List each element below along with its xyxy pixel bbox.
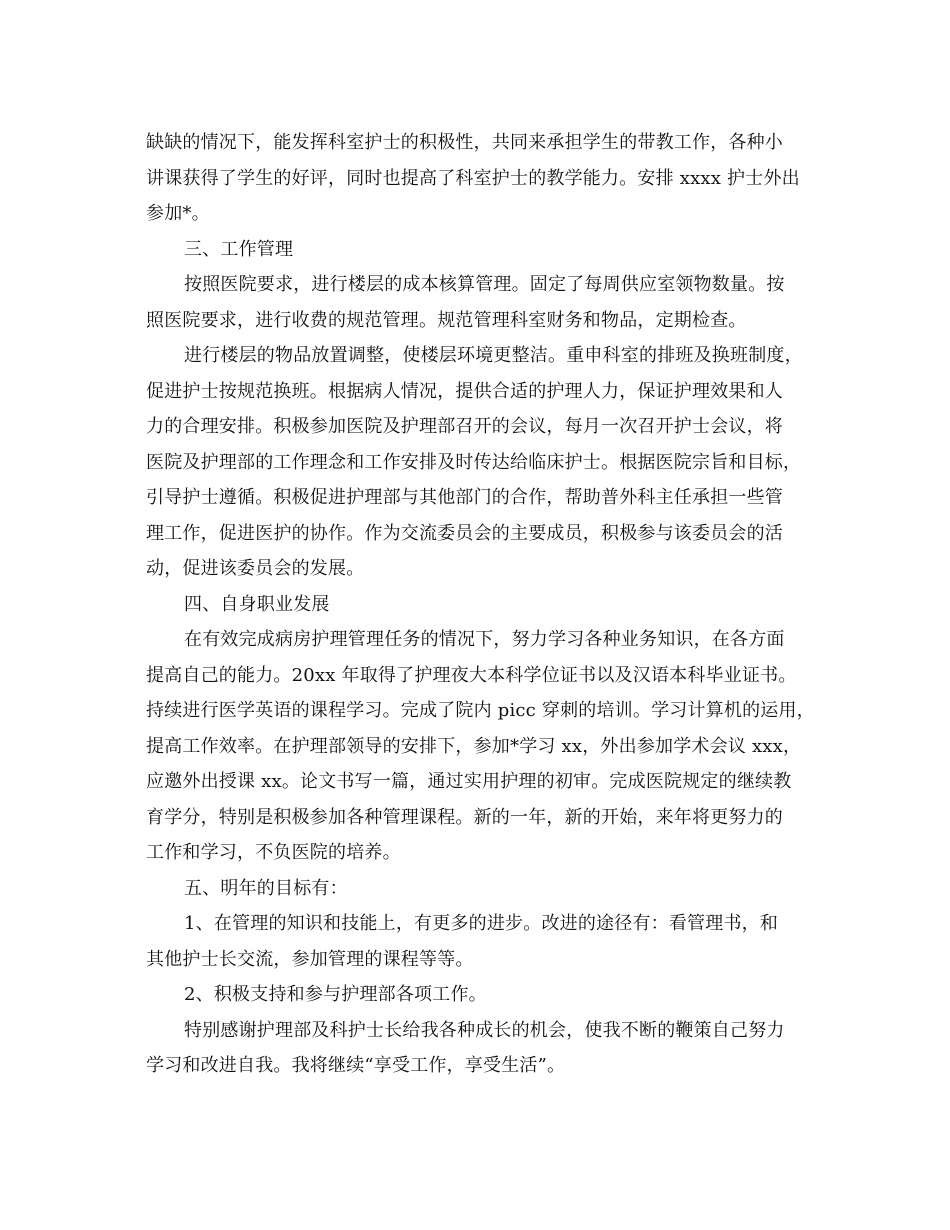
text-line: 引导护士遵循。积极促进护理部与其他部门的合作，帮助普外科主任承担一些管 <box>146 487 783 508</box>
text-line: 缺缺的情况下，能发挥科室护士的积极性，共同来承担学生的带教工作，各种小 <box>146 132 783 153</box>
text-line: 提高自己的能力。20xx 年取得了护理夜大本科学位证书以及汉语本科毕业证书。 <box>146 664 797 686</box>
text-line: 讲课获得了学生的好评，同时也提高了科室护士的教学能力。安排 xxxx 护士外出 <box>146 167 800 189</box>
text-line: 在有效完成病房护理管理任务的情况下，努力学习各种业务知识，在各方面 <box>184 629 785 650</box>
text-line: 促进护士按规范换班。根据病人情况，提供合适的护理人力，保证护理效果和人 <box>146 380 783 402</box>
text-line: 应邀外出授课 xx。论文书写一篇，通过实用护理的初审。完成医院规定的继续教 <box>146 771 792 792</box>
text-line: 提高工作效率。在护理部领导的安排下，参加*学习 xx，外出参加学术会议 xxx， <box>146 735 802 757</box>
text-line: 其他护士长交流，参加管理的课程等等。 <box>146 948 474 970</box>
text-line: 学习和改进自我。我将继续“享受工作，享受生活”。 <box>146 1055 566 1076</box>
text-line: 五、明年的目标有： <box>184 877 348 899</box>
document-body <box>146 125 815 1084</box>
text-line: 育学分，特别是积极参加各种管理课程。新的一年，新的开始，来年将更努力的 <box>146 806 783 828</box>
text-line: 动，促进该委员会的发展。 <box>146 558 365 579</box>
text-line: 工作和学习，不负医院的培养。 <box>146 842 401 863</box>
text-line: 医院及护理部的工作理念和工作安排及时传达给临床护士。根据医院宗旨和目标， <box>146 451 802 473</box>
text-line: 四、自身职业发展 <box>184 593 330 615</box>
text-line: 持续进行医学英语的课程学习。完成了院内 picc 穿刺的培训。学习计算机的运用， <box>146 700 815 721</box>
text-line: 力的合理安排。积极参加医院及护理部召开的会议，每月一次召开护士会议，将 <box>146 416 783 437</box>
text-line: 三、工作管理 <box>184 238 294 260</box>
text-line: 1、在管理的知识和技能上，有更多的进步。改进的途径有：看管理书，和 <box>184 913 779 934</box>
text-line: 2、积极支持和参与护理部各项工作。 <box>184 984 487 1005</box>
text-line: 特别感谢护理部及科护士长给我各种成长的机会，使我不断的鞭策自己努力 <box>184 1019 785 1041</box>
text-line: 按照医院要求，进行楼层的成本核算管理。固定了每周供应室领物数量。按 <box>184 274 785 295</box>
text-line: 进行楼层的物品放置调整，使楼层环境更整洁。重申科室的排班及换班制度， <box>184 345 803 366</box>
text-line: 理工作，促进医护的协作。作为交流委员会的主要成员，积极参与该委员会的活 <box>146 522 783 544</box>
text-line: 照医院要求，进行收费的规范管理。规范管理科室财务和物品，定期检查。 <box>146 309 747 331</box>
text-line: 参加*。 <box>146 203 210 224</box>
